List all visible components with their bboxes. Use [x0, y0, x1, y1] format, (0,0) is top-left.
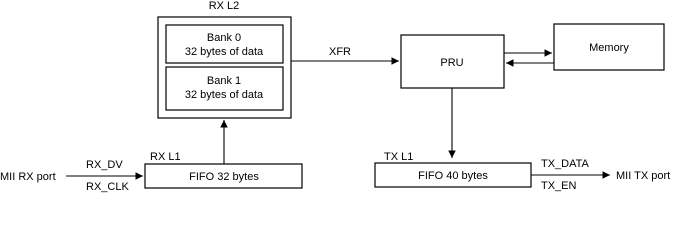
bank1-desc: 32 bytes of data	[184, 89, 264, 101]
bank0-name: Bank 0	[206, 32, 242, 44]
rx-l2-title: RX L2	[208, 0, 240, 12]
tx-en-label: TX_EN	[541, 180, 577, 192]
tx-fifo-label: FIFO 40 bytes	[418, 170, 488, 182]
xfr-label: XFR	[329, 46, 351, 58]
pru-label: PRU	[440, 57, 464, 69]
rx-l1-title: RX L1	[150, 151, 181, 163]
rx-fifo-label: FIFO 32 bytes	[189, 171, 259, 183]
tx-l1-title: TX L1	[384, 151, 414, 163]
bank0-desc: 32 bytes of data	[184, 46, 264, 58]
rx-clk-label: RX_CLK	[86, 181, 129, 193]
memory-label: Memory	[589, 42, 629, 54]
bank1-name: Bank 1	[206, 75, 242, 87]
mii-rx-port-label: MII RX port	[0, 171, 56, 183]
rx-dv-label: RX_DV	[86, 159, 123, 171]
tx-data-label: TX_DATA	[541, 158, 589, 170]
mii-tx-port-label: MII TX port	[616, 170, 671, 182]
